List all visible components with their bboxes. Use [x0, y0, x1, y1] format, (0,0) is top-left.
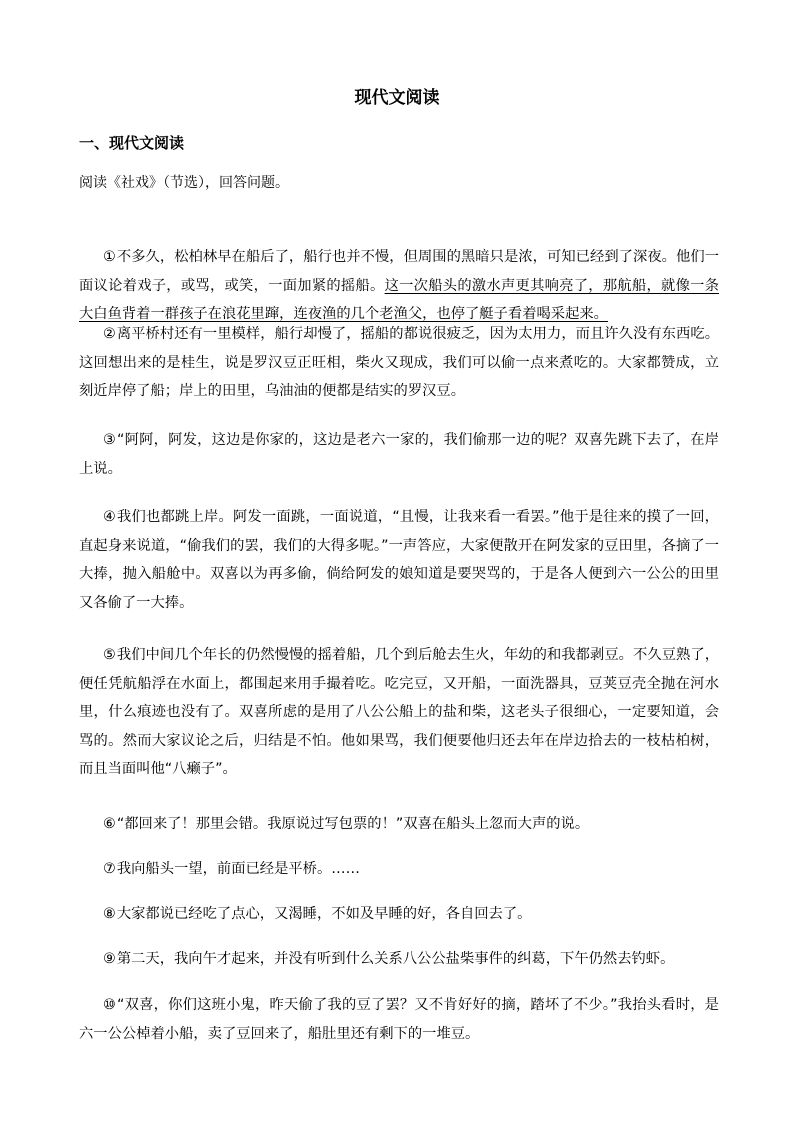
paragraph-text: 我们中间几个年长的仍然慢慢的摇着船，几个到后舱去生火，年幼的和我都剥豆。不久豆熟了，便任凭航船浮在水面上，都围起来用手撮着吃。吃完豆，又开船，一面洗器具，豆荚豆壳全抛在河水里，什么痕迹也没有了。双喜所虑的是用了八公公船上的盐和柴，这老头子很细心，一定要知道，会骂的。然而大家议论之后，归结是不怕。他如果骂，我们便要他归还去年在岸边拾去的一枝枯柏树，而且当面叫他“八癞子”。: [79, 647, 719, 777]
paragraph-number: ⑧: [103, 906, 116, 922]
paragraph-3: [79, 426, 719, 483]
section-heading: 一、现代文阅读: [79, 134, 185, 152]
paragraph-text: 我们也都跳上岸。阿发一面跳，一面说道，“且慢，让我来看一看罢。”他于是往来的摸了一回，直起身来说道，“偷我们的罢，我们的大得多呢。”一声答应，大家便散开在阿发家的豆田里，各摘了一大捧，抛入船舱中。双喜以为再多偷，倘给阿发的娘知道是要哭骂的，于是各人便到六一公公的田里又各偷了一大捧。: [79, 509, 719, 611]
paragraph-text: 离平桥村还有一里模样，船行却慢了，摇船的都说很疲乏，因为太用力，而且许久没有东西吃。这回想出来的是桂生，说是罗汉豆正旺相，柴火又现成，我们可以偷一点来煮吃的。大家都赞成，立刻近岸停了船；岸上的田里，乌油油的便都是结实的罗汉豆。: [79, 326, 719, 399]
paragraph-text: “双喜，你们这班小鬼，昨天偷了我的豆了罢？又不肯好好的摘，踏坏了不少。”我抬头看时，是六一公公棹着小船，卖了豆回来了，船肚里还有剩下的一堆豆。: [79, 997, 719, 1042]
underlined-sentence: 这一次船头的激水声更其响亮了，那航船，就像一条大白鱼背着一群孩子在浪花里蹿，连夜渔的几个老渔父，也停了艇子看着喝采起来。: [79, 277, 719, 322]
paragraph-number: ⑦: [103, 861, 116, 877]
paragraph-number: ③: [103, 432, 117, 448]
paragraph-text: 我向船头一望，前面已经是平桥。……: [116, 861, 360, 877]
paragraph-number: ⑩: [103, 997, 117, 1013]
paragraph-6: [79, 810, 719, 839]
paragraph-text: 第二天，我向午才起来，并没有听到什么关系八公公盐柴事件的纠葛，下午仍然去钓虾。: [116, 951, 675, 967]
paragraph-number: ⑥: [103, 816, 116, 832]
paragraph-2: [79, 320, 719, 406]
paragraph-4: [79, 503, 719, 617]
paragraph-number: ②: [103, 326, 116, 342]
paragraph-10: [79, 991, 719, 1048]
paragraph-number: ①: [103, 249, 116, 265]
paragraph-1: [79, 243, 719, 329]
paragraph-text: 不多久，松柏林早在船后了，船行也并不慢，但周围的黑暗只是浓，可知已经到了深夜。他们一面议论着戏子，或骂，或笑，一面加紧的摇船。: [79, 249, 719, 294]
paragraph-8: [79, 900, 719, 929]
paragraph-text: “都回来了！那里会错。我原说过写包票的！”双喜在船头上忽而大声的说。: [116, 816, 590, 832]
reading-instruction: 阅读《社戏》（节选），回答问题。: [79, 175, 289, 191]
paragraph-number: ④: [103, 509, 117, 525]
page-title: 现代文阅读: [354, 88, 440, 108]
paragraph-number: ⑨: [103, 951, 116, 967]
paragraph-9: [79, 945, 719, 974]
paragraph-text: 大家都说已经吃了点心，又渴睡，不如及早睡的好，各自回去了。: [116, 906, 532, 922]
paragraph-5: [79, 641, 719, 784]
paragraph-7: [79, 855, 719, 884]
paragraph-number: ⑤: [103, 647, 116, 663]
paragraph-text: “阿阿，阿发，这边是你家的，这边是老六一家的，我们偷那一边的呢？双喜先跳下去了，在岸上说。: [79, 432, 719, 477]
